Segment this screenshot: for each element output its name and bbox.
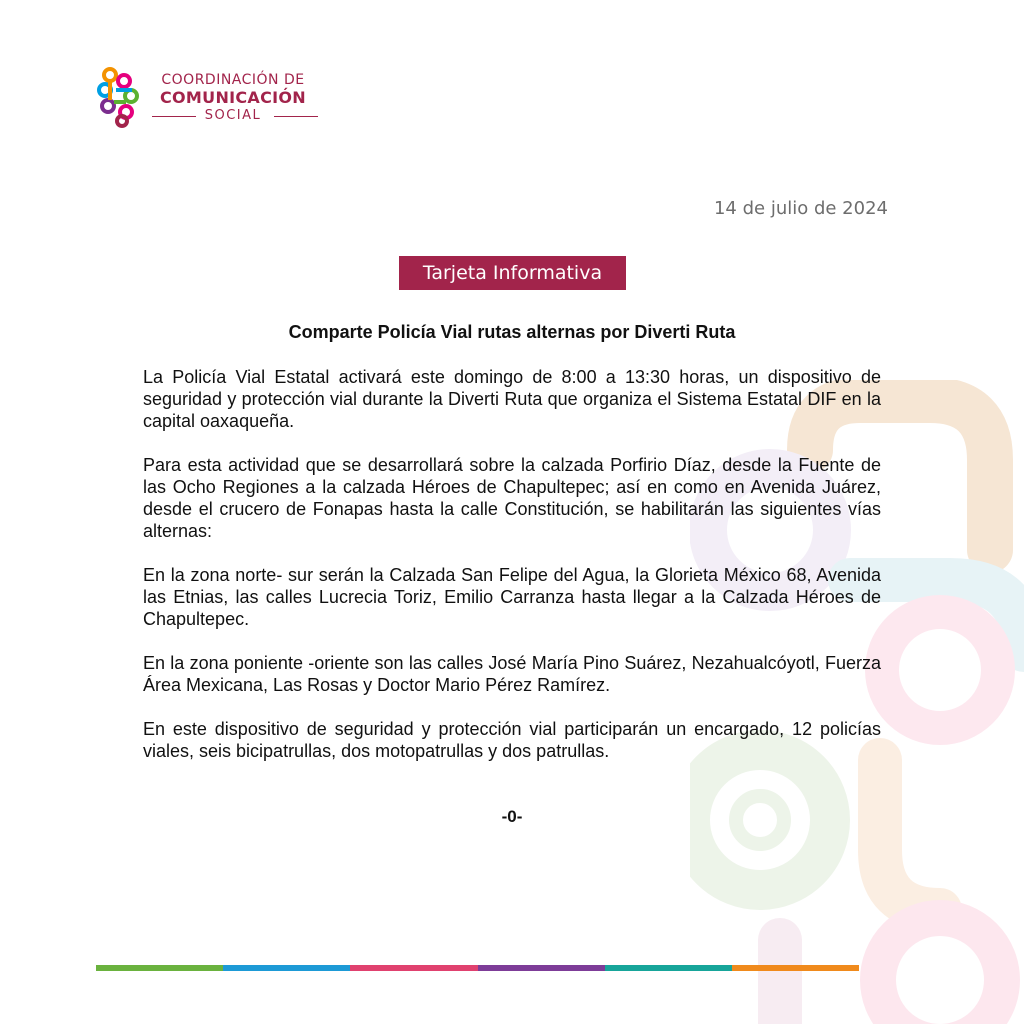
- document-date: 14 de julio de 2024: [713, 198, 888, 219]
- paragraph: Para esta actividad que se desarrollará sobre la calzada Porfirio Díaz, desde la Fuente de las Ocho Regiones a la calzada Héroes de Chapultepec; así en como en Avenida Juárez, desde el crucero de Fonapas hasta la calle Constitución, se habilitarán las siguientes vías alternas:: [143, 455, 881, 541]
- color-bar-segment: [350, 965, 477, 971]
- paragraph: En la zona norte- sur serán la Calzada San Felipe del Agua, la Glorieta México 68, Avenida las Etnias, las calles Lucrecia Toriz, Emilio Carranza hasta llegar a la Calzada Héroes de Chapultepec.: [143, 565, 881, 629]
- logo-line-coordinacion: COORDINACIÓN DE: [161, 72, 305, 88]
- paragraph: En este dispositivo de seguridad y protección vial participarán un encargado, 12 policías viales, seis bicipatrullas, dos motopatrullas y dos patrullas.: [143, 719, 881, 761]
- organization-logo: [96, 66, 336, 132]
- coordination-logo-icon: [96, 66, 142, 128]
- color-bar-segment: [732, 965, 859, 971]
- footer-color-bar: [96, 965, 859, 971]
- logo-line-comunicacion: COMUNICACIÓN: [159, 88, 306, 107]
- body-text: [143, 366, 881, 784]
- color-bar-segment: [605, 965, 732, 971]
- closing-mark: -0-: [501, 807, 523, 826]
- color-bar-segment: [96, 965, 223, 971]
- color-bar-segment: [223, 965, 350, 971]
- headline: Comparte Policía Vial rutas alternas por Diverti Ruta: [288, 322, 736, 342]
- document-type-badge: Tarjeta Informativa: [399, 256, 626, 290]
- paragraph: La Policía Vial Estatal activará este domingo de 8:00 a 13:30 horas, un dispositivo de seguridad y protección vial durante la Diverti Ruta que organiza el Sistema Estatal DIF en la capital oaxaqueña.: [143, 367, 881, 431]
- logo-line-social: SOCIAL: [148, 108, 318, 124]
- logo-wordmark: [148, 72, 318, 124]
- color-bar-segment: [478, 965, 605, 971]
- paragraph: En la zona poniente -oriente son las calles José María Pino Suárez, Nezahualcóyotl, Fuerza Área Mexicana, Las Rosas y Doctor Mario Pérez Ramírez.: [143, 653, 881, 695]
